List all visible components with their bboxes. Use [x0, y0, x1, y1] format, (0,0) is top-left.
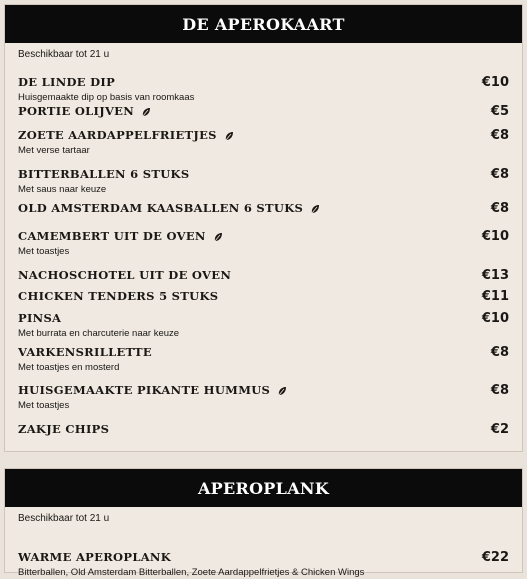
menu-item-name [18, 200, 509, 216]
menu-item-price: €5 [490, 103, 509, 119]
menu-item-price: €8 [490, 382, 509, 398]
menu-item-price: €8 [490, 200, 509, 216]
menu-item-price: €10 [481, 228, 509, 244]
menu-item-name [18, 228, 509, 244]
menu-item [5, 382, 522, 412]
menu-item [5, 166, 522, 196]
menu-item-name [18, 344, 509, 360]
menu-item [5, 127, 522, 157]
menu-item-name-text: DE LINDE DIP [18, 75, 116, 89]
menu-item [5, 344, 522, 374]
menu-item-price: €2 [490, 421, 509, 437]
menu-item [5, 103, 522, 119]
menu-item [5, 288, 522, 304]
menu-item-name-text: BITTERBALLEN 6 STUKS [18, 167, 190, 181]
menu-item-price: €22 [481, 549, 509, 565]
section-subtitle: Beschikbaar tot 21 u [18, 49, 110, 60]
menu-item-price: €8 [490, 344, 509, 360]
menu-item [5, 228, 522, 258]
leaf-icon [310, 203, 320, 213]
menu-item-price: €11 [481, 288, 509, 304]
menu-item-name [18, 549, 509, 565]
menu-item-name [18, 166, 509, 182]
menu-item [5, 310, 522, 340]
leaf-icon [213, 231, 223, 241]
menu-item [5, 267, 522, 283]
menu-item [5, 549, 522, 579]
menu-item-description: Met toastjes [18, 246, 70, 257]
menu-item-name-text: CHICKEN TENDERS 5 STUKS [18, 289, 219, 303]
menu-item-name-text: PORTIE OLIJVEN [18, 104, 135, 118]
menu-item-name [18, 127, 509, 143]
menu-item-name-text: PINSA [18, 311, 62, 325]
section-subtitle: Beschikbaar tot 21 u [18, 513, 110, 524]
section-title: DE APEROKAART [5, 5, 522, 43]
menu-item-name [18, 310, 509, 326]
menu-item-name [18, 382, 509, 398]
menu-item-name [18, 267, 509, 283]
menu-item-name [18, 421, 509, 437]
menu-item-name-text: ZOETE AARDAPPELFRIETJES [18, 128, 217, 142]
menu-item [5, 200, 522, 216]
leaf-icon [277, 385, 287, 395]
menu-item-name-text: ZAKJE CHIPS [18, 422, 110, 436]
menu-item-description: Met toastjes en mosterd [18, 362, 120, 373]
menu-item-name [18, 103, 509, 119]
menu-item-description: Bitterballen, Old Amsterdam Bitterballen, Zoete Aardappelfrietjes & Chicken Wings [18, 567, 365, 578]
menu-item-description: Met burrata en charcuterie naar keuze [18, 328, 180, 339]
section-title: APEROPLANK [5, 469, 522, 507]
menu-item-price: €10 [481, 74, 509, 90]
menu-item-name-text: VARKENSRILLETTE [18, 345, 152, 359]
menu-item-description: Met toastjes [18, 400, 70, 411]
menu-item-name-text: NACHOSCHOTEL UIT DE OVEN [18, 268, 232, 282]
menu-item-price: €8 [490, 166, 509, 182]
menu-item [5, 74, 522, 104]
leaf-icon [141, 106, 151, 116]
menu-item-price: €8 [490, 127, 509, 143]
menu-item-name [18, 74, 509, 90]
leaf-icon [224, 130, 234, 140]
menu-item [5, 421, 522, 437]
menu-item-price: €13 [481, 267, 509, 283]
menu-item-name-text: OLD AMSTERDAM KAASBALLEN 6 STUKS [18, 201, 304, 215]
menu-item-description: Met saus naar keuze [18, 184, 107, 195]
aperoplank-card [4, 468, 523, 578]
menu-item-name [18, 288, 509, 304]
menu-item-description: Met verse tartaar [18, 145, 90, 156]
aperokaart-card [4, 4, 523, 452]
menu-item-name-text: WARME APEROPLANK [18, 550, 172, 564]
menu-item-name-text: HUISGEMAAKTE PIKANTE HUMMUS [18, 383, 271, 397]
menu-item-name-text: CAMEMBERT UIT DE OVEN [18, 229, 206, 243]
menu-item-price: €10 [481, 310, 509, 326]
menu-item-description: Huisgemaakte dip op basis van roomkaas [18, 92, 195, 103]
